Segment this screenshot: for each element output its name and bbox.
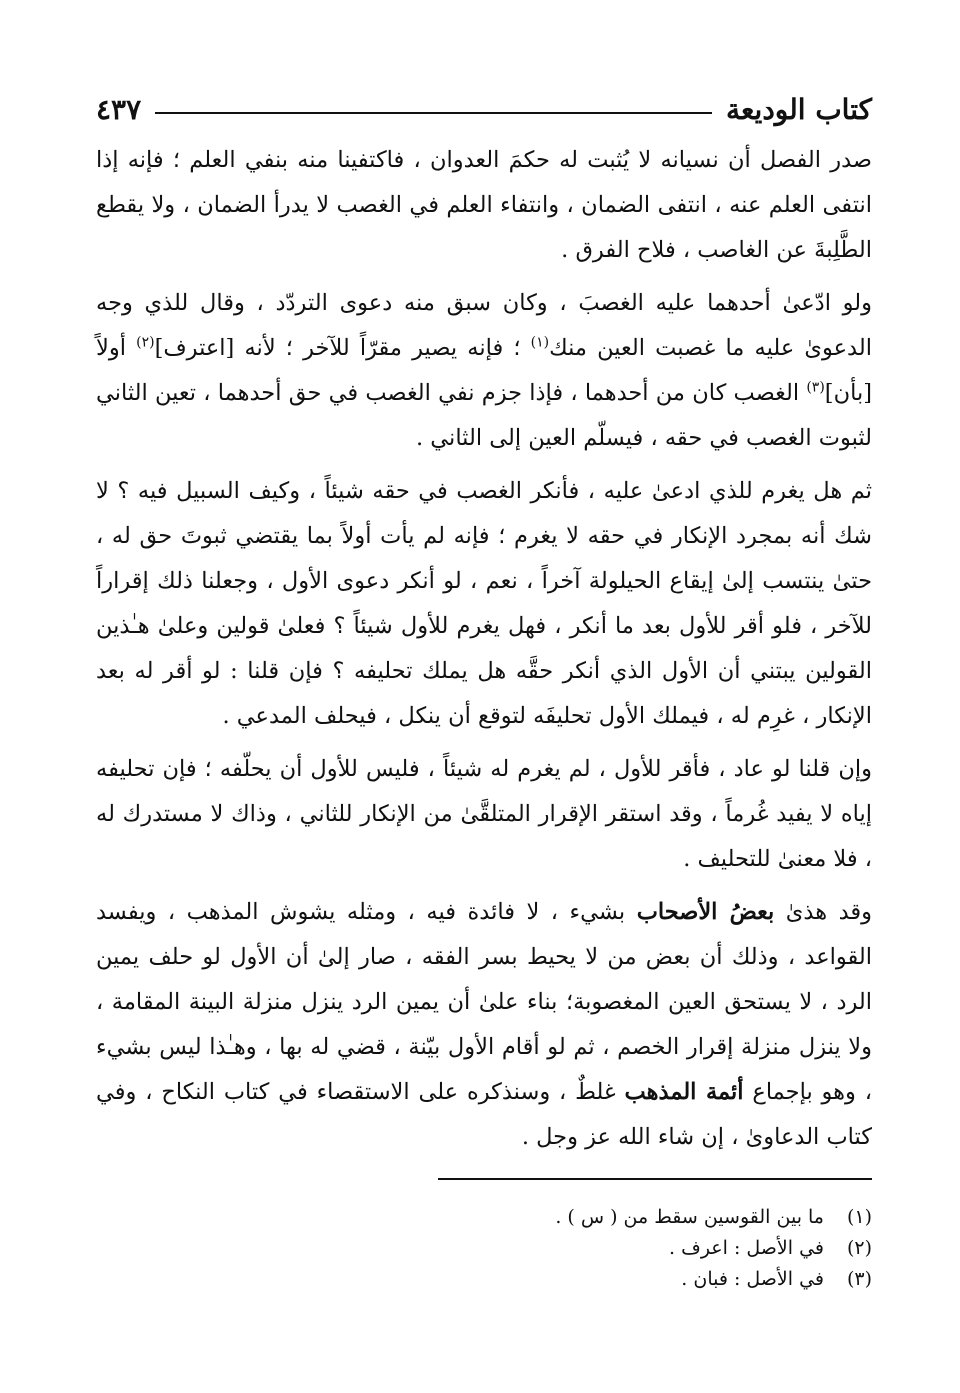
paragraph-5 xyxy=(96,890,872,1160)
paragraph-text: غلطٌ ، وسنذكره على الاستقصاء في كتاب النكاح ، وفي كتاب الدعاوىٰ ، إن شاء الله عز وجل . xyxy=(96,1079,872,1150)
paragraph-text: وإن قلنا لو عاد ، فأقر للأول ، لم يغرم له شيئاً ، فليس للأول أن يحلّفه ؛ فإن تحليفه إياه لا يفيد غُرماً ، وقد استقر الإقرار المتلقَّىٰ من الإنكار للثاني ، وذاك لا مستدرك له ، فلا معنىٰ للتحليف . xyxy=(96,756,872,872)
paragraph-4 xyxy=(96,747,872,882)
footnote-ref: (١) xyxy=(530,334,550,351)
paragraph-2 xyxy=(96,281,872,461)
footnote-text: في الأصل : فبان . xyxy=(681,1268,824,1290)
footnote-number: (٣) xyxy=(846,1268,872,1290)
footnote-ref: (٢) xyxy=(136,334,155,351)
paragraph-text: الغصب كان من أحدهما ، فإذا جزم نفي الغصب في حق أحدهما ، تعين الثاني لثبوت الغصب في حقه ، فيسلّم العين إلى الثاني . xyxy=(96,380,872,451)
footnote-text: ما بين القوسين سقط من ( س ) . xyxy=(555,1206,824,1228)
paragraph-3 xyxy=(96,469,872,739)
footnote-item xyxy=(96,1264,872,1295)
bold-term: أئمة المذهب xyxy=(624,1079,744,1105)
paragraph-text: ؛ فإنه يصير مقرّاً للآخر ؛ لأنه [اعترف] xyxy=(154,335,531,361)
footnote-item xyxy=(96,1233,872,1264)
paragraph-text: صدر الفصل أن نسيانه لا يُثبت له حكمَ العدوان ، فاكتفينا منه بنفي العلم ؛ فإنه إذا انتفى العلم عنه ، انتفى الضمان ، وانتفاء العلم في الغصب لا يدرأ الضمان ، ولا يقطع الطَّلِبةَ عن الغاصب ، فلاح الفرق . xyxy=(96,147,872,263)
paragraph-text: بشيء ، لا فائدة فيه ، ومثله يشوش المذهب ، ويفسد القواعد ، وذلك أن بعض من لا يحيط بسر الفقه ، صار إلىٰ أن الأول لو حلف يمين الرد ، لا يستحق العين المغصوبة؛ بناء علىٰ أن يمين الرد ينزل منزلة البينة المقامة ، ولا ينزل منزلة إقرار الخصم ، ثم لو أقام الأول بيّنة ، قضي له بها ، وهـٰذا ليس بشيء ، وهو بإجماع xyxy=(96,899,873,1105)
footnote-number: (٢) xyxy=(846,1237,872,1259)
paragraph-text: أولاً [بأن] xyxy=(96,335,872,406)
paragraph-text: ولو ادّعىٰ أحدهما عليه الغصبَ ، وكان سبق منه دعوى التردّد ، وقال للذي وجه الدعوىٰ عليه ما غصبت العين منك xyxy=(96,290,872,361)
footnote-rule xyxy=(438,1178,872,1180)
paragraph-text: ثم هل يغرم للذي ادعىٰ عليه ، فأنكر الغصب في حقه شيئاً ، وكيف السبيل فيه ؟ لا شك أنه بمجرد الإنكار في حقه لا يغرم ؛ فإنه لم يأت أولاً بما يقتضي ثبوتَ حق له ، حتىٰ ينتسب إلىٰ إيقاع الحيلولة آخراً ، نعم ، لو أنكر دعوى الأول ، وجعلنا ذلك إقراراً للآخر ، فلو أقر للأول بعد ما أنكر ، فهل يغرم للأول شيئاً ؟ فعلىٰ قولين وعلىٰ هـٰذين القولين يبتني أن الأول الذي أنكر حقَّه هل يملك تحليفه ؟ فإن قلنا : لو أقر له بعد الإنكار ، غرِم له ، فيملك الأول تحليفَه لتوقع أن ينكل ، فيحلف المدعي . xyxy=(96,478,872,729)
paragraph-text: وقد هذىٰ xyxy=(774,899,872,925)
main-text xyxy=(96,138,872,1160)
page xyxy=(96,84,872,1295)
footnote-item xyxy=(96,1202,872,1233)
paragraph-1 xyxy=(96,138,872,273)
book-title: كتاب الوديعة xyxy=(726,92,872,126)
running-header xyxy=(96,84,872,134)
page-number: ٤٣٧ xyxy=(96,92,142,126)
bold-term: بعضُ الأصحاب xyxy=(636,899,775,925)
footnote-number: (١) xyxy=(846,1206,872,1228)
footnote-text: في الأصل : اعرف . xyxy=(669,1237,824,1259)
header-rule xyxy=(155,112,712,114)
footnotes xyxy=(96,1202,872,1295)
footnote-ref: (٣) xyxy=(806,379,825,396)
